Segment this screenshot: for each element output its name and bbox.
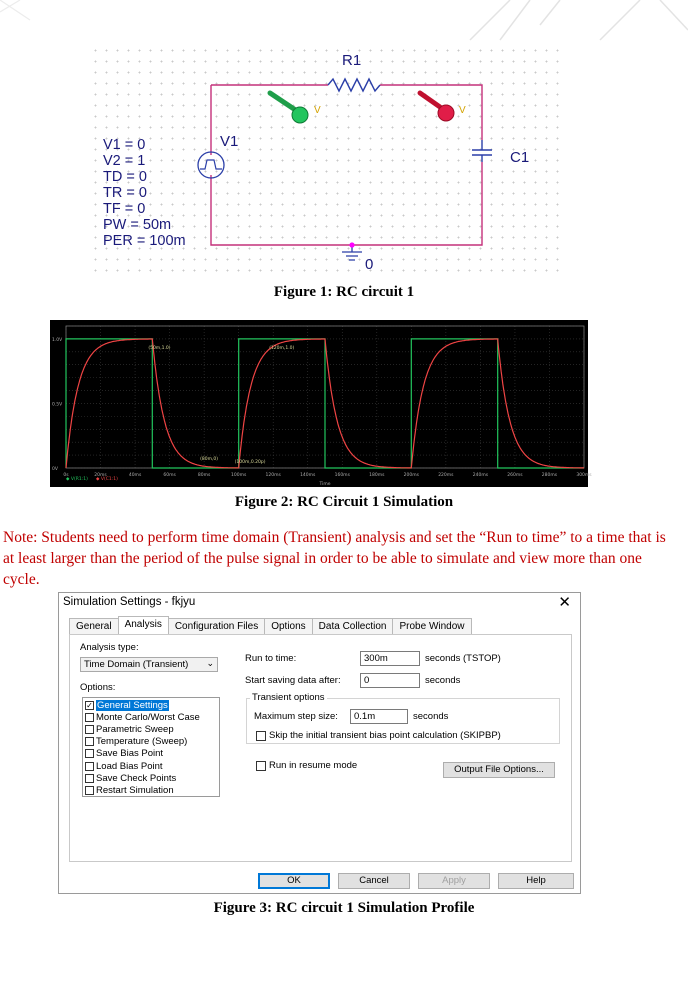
resistor-symbol xyxy=(328,79,380,91)
output-file-options-button[interactable]: Output File Options... xyxy=(443,762,555,778)
x-tick-label: 20ms xyxy=(94,473,107,478)
option-restart-simulation[interactable]: Restart Simulation xyxy=(83,784,219,796)
option-parametric-sweep[interactable]: Parametric Sweep xyxy=(83,723,219,735)
max-step-input[interactable]: 0.1m xyxy=(350,709,408,724)
tab-options[interactable]: Options xyxy=(264,618,312,634)
option-save-bias-point[interactable]: Save Bias Point xyxy=(83,748,219,760)
checkbox-icon xyxy=(85,713,94,722)
data-annotation: (80m,0) xyxy=(200,457,219,462)
param-line: TD = 0 xyxy=(103,169,147,185)
start-saving-label: Start saving data after: xyxy=(245,675,341,686)
checkbox-checked-icon: ✓ xyxy=(86,700,93,710)
param-line: V1 = 0 xyxy=(103,137,146,153)
x-tick-label: 140ms xyxy=(300,473,316,478)
param-line: PER = 100m xyxy=(103,233,186,249)
probe-green-label: V xyxy=(314,105,321,116)
data-annotation: (120m,1.0) xyxy=(269,345,295,351)
plot-svg xyxy=(50,320,592,487)
close-icon[interactable]: ✕ xyxy=(558,594,571,611)
param-line: TF = 0 xyxy=(103,201,146,217)
y-tick-label: 1.0V xyxy=(52,337,63,343)
probe-red-label: V xyxy=(459,105,466,116)
checkbox-icon xyxy=(85,725,94,734)
options-list xyxy=(82,697,220,797)
rc-circuit-schematic xyxy=(90,45,560,280)
option-temperature-sweep[interactable]: Temperature (Sweep) xyxy=(83,736,219,748)
analysis-type-value: Time Domain (Transient) xyxy=(84,659,189,670)
voltage-probe-red-icon xyxy=(420,93,454,121)
chevron-down-icon: ⌄ xyxy=(206,658,214,668)
param-line: V2 = 1 xyxy=(103,153,146,169)
x-tick-label: 280ms xyxy=(541,473,558,478)
figure2-caption: Figure 2: RC Circuit 1 Simulation xyxy=(234,494,454,510)
tab-general[interactable]: General xyxy=(69,618,119,634)
x-tick-label: 260ms xyxy=(507,473,523,478)
analysis-type-label: Analysis type: xyxy=(80,642,139,653)
x-tick-label: 300ms xyxy=(576,473,592,478)
start-saving-input[interactable]: 0 xyxy=(360,673,420,688)
option-general-settings[interactable]: ✓ General Settings xyxy=(86,699,168,711)
checkbox-icon xyxy=(85,786,94,795)
analysis-panel xyxy=(69,634,572,862)
cancel-button[interactable]: Cancel xyxy=(338,873,410,889)
run-to-time-unit: seconds (TSTOP) xyxy=(425,653,501,664)
start-saving-unit: seconds xyxy=(425,675,461,686)
x-tick-label: 180ms xyxy=(369,473,385,478)
note-text: Note: Students need to perform time domain (Transient) analysis and set the “Run to time” to a time that is at least larger than the period of the pulse signal in order to be able to simulate and view more than one cycle. xyxy=(3,529,666,588)
x-tick-label: 80ms xyxy=(197,473,211,478)
simulation-plot xyxy=(50,320,592,487)
figure1-caption: Figure 1: RC circuit 1 xyxy=(273,284,415,300)
ground-node-label: 0 xyxy=(365,256,374,273)
x-tick-label: 60ms xyxy=(163,473,176,478)
max-step-unit: seconds xyxy=(413,711,449,722)
y-tick-label: 0V xyxy=(52,467,58,472)
x-tick-label: 160ms xyxy=(334,473,350,478)
c1-label: C1 xyxy=(510,149,530,166)
x-tick-label: 120ms xyxy=(265,473,281,478)
ok-button[interactable]: OK xyxy=(258,873,330,889)
r1-label: R1 xyxy=(342,52,362,69)
transient-options-label: Transient options xyxy=(252,692,325,703)
param-line: PW = 50m xyxy=(103,217,172,233)
x-tick-label: 200ms xyxy=(403,473,419,478)
run-to-time-label: Run to time: xyxy=(245,653,297,664)
x-axis-label: Time xyxy=(319,482,331,487)
y-tick-label: 0.5V xyxy=(52,402,63,408)
option-monte-carlo[interactable]: Monte Carlo/Worst Case xyxy=(83,711,219,723)
tab-bar xyxy=(69,618,471,634)
simulation-settings-dialog xyxy=(58,592,581,894)
source-parameters xyxy=(103,137,186,249)
v1-label: V1 xyxy=(220,133,239,150)
resume-mode-label: Run in resume mode xyxy=(269,760,358,771)
header-decoration xyxy=(0,0,688,40)
x-tick-label: 100ms xyxy=(231,473,247,478)
apply-button[interactable]: Apply xyxy=(418,873,490,889)
tab-analysis[interactable]: Analysis xyxy=(118,616,169,635)
analysis-type-select[interactable] xyxy=(80,657,218,672)
option-save-check-points[interactable]: Save Check Points xyxy=(83,772,219,784)
tab-configuration-files[interactable]: Configuration Files xyxy=(168,618,265,634)
skip-bias-label: Skip the initial transient bias point calculation (SKIPBP) xyxy=(269,730,501,741)
legend-entry: ◆ V(R1:1) xyxy=(66,477,88,482)
run-to-time-input[interactable]: 300m xyxy=(360,651,420,666)
x-tick-label: 40ms xyxy=(128,473,142,478)
x-tick-label: 220ms xyxy=(438,473,454,478)
voltage-probe-green-icon xyxy=(270,93,308,123)
x-tick-label: 240ms xyxy=(472,473,489,478)
tab-data-collection[interactable]: Data Collection xyxy=(312,618,394,634)
x-tick-label: 0s xyxy=(63,473,69,478)
checkbox-icon xyxy=(85,749,94,758)
checkbox-icon xyxy=(85,774,94,783)
data-annotation: (50m,1.0) xyxy=(148,345,171,351)
resume-mode-checkbox[interactable] xyxy=(256,761,266,771)
capacitor-symbol xyxy=(472,140,492,162)
param-line: TR = 0 xyxy=(103,185,147,201)
help-button[interactable]: Help xyxy=(498,873,574,889)
options-label: Options: xyxy=(80,682,116,693)
checkbox-icon xyxy=(85,762,94,771)
tab-probe-window[interactable]: Probe Window xyxy=(392,618,471,634)
dialog-title: Simulation Settings - fkjyu xyxy=(63,596,196,608)
checkbox-icon xyxy=(85,737,94,746)
option-load-bias-point[interactable]: Load Bias Point xyxy=(83,760,219,772)
pulse-source-symbol xyxy=(198,152,224,178)
data-annotation: (100m,0.20p) xyxy=(234,460,266,465)
max-step-label: Maximum step size: xyxy=(254,711,338,722)
figure3-caption: Figure 3: RC circuit 1 Simulation Profile xyxy=(213,900,475,916)
legend-entry: ◆ V(C1:1) xyxy=(96,477,118,482)
skip-bias-checkbox[interactable] xyxy=(256,731,266,741)
